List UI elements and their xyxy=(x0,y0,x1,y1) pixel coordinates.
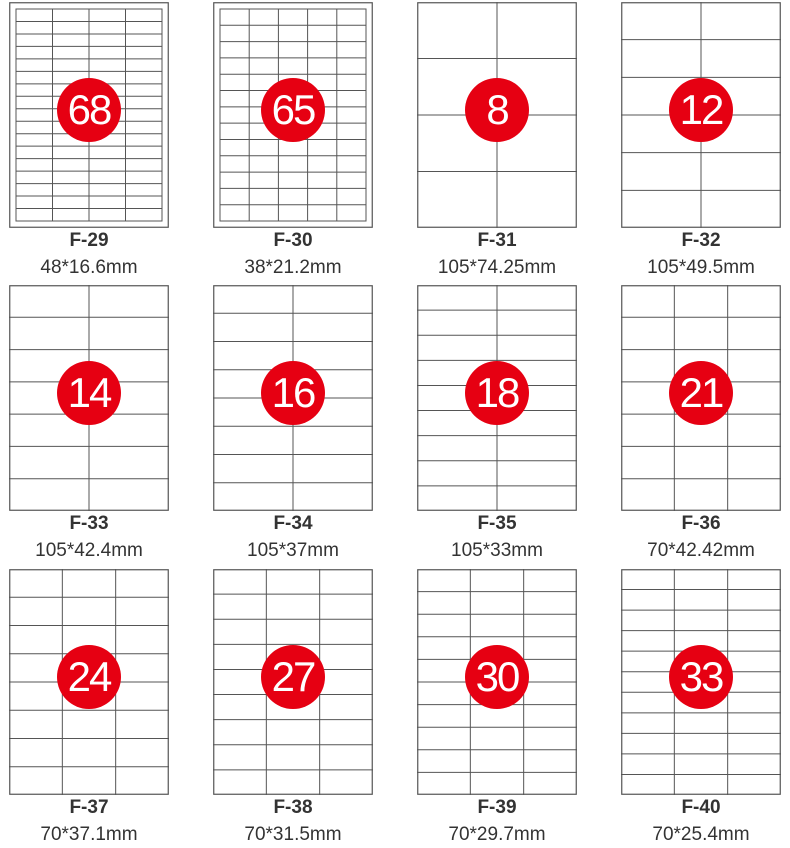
template-code: F-39 xyxy=(477,797,517,818)
label-count-badge: 18 xyxy=(465,361,529,425)
template-code: F-38 xyxy=(273,797,313,818)
label-count-badge: 30 xyxy=(465,645,529,709)
template-code: F-40 xyxy=(681,797,721,818)
label-size: 105*33mm xyxy=(451,540,543,561)
label-size: 105*42.4mm xyxy=(35,540,143,561)
template-code: F-30 xyxy=(273,230,313,251)
label-size: 38*21.2mm xyxy=(244,257,342,278)
label-size: 70*42.42mm xyxy=(647,540,755,561)
label-count-badge: 33 xyxy=(669,645,733,709)
label-count-badge: 65 xyxy=(261,78,325,142)
template-code: F-32 xyxy=(681,230,721,251)
label-size: 70*31.5mm xyxy=(244,824,342,845)
template-code: F-34 xyxy=(273,513,313,534)
label-count-badge: 14 xyxy=(57,361,121,425)
label-count-badge: 8 xyxy=(465,78,529,142)
label-size: 70*29.7mm xyxy=(448,824,546,845)
label-count-badge: 24 xyxy=(57,645,121,709)
template-code: F-33 xyxy=(69,513,109,534)
template-code: F-29 xyxy=(69,230,109,251)
label-size: 70*25.4mm xyxy=(652,824,750,845)
template-code: F-37 xyxy=(69,797,109,818)
template-code: F-31 xyxy=(477,230,517,251)
template-code: F-35 xyxy=(477,513,517,534)
label-size: 70*37.1mm xyxy=(40,824,138,845)
template-code: F-36 xyxy=(681,513,721,534)
label-count-badge: 12 xyxy=(669,78,733,142)
label-size: 105*49.5mm xyxy=(647,257,755,278)
label-count-badge: 21 xyxy=(669,361,733,425)
label-count-badge: 27 xyxy=(261,645,325,709)
label-size: 105*37mm xyxy=(247,540,339,561)
label-count-badge: 68 xyxy=(57,78,121,142)
label-count-badge: 16 xyxy=(261,361,325,425)
label-size: 105*74.25mm xyxy=(437,257,557,278)
label-size: 48*16.6mm xyxy=(40,257,138,278)
